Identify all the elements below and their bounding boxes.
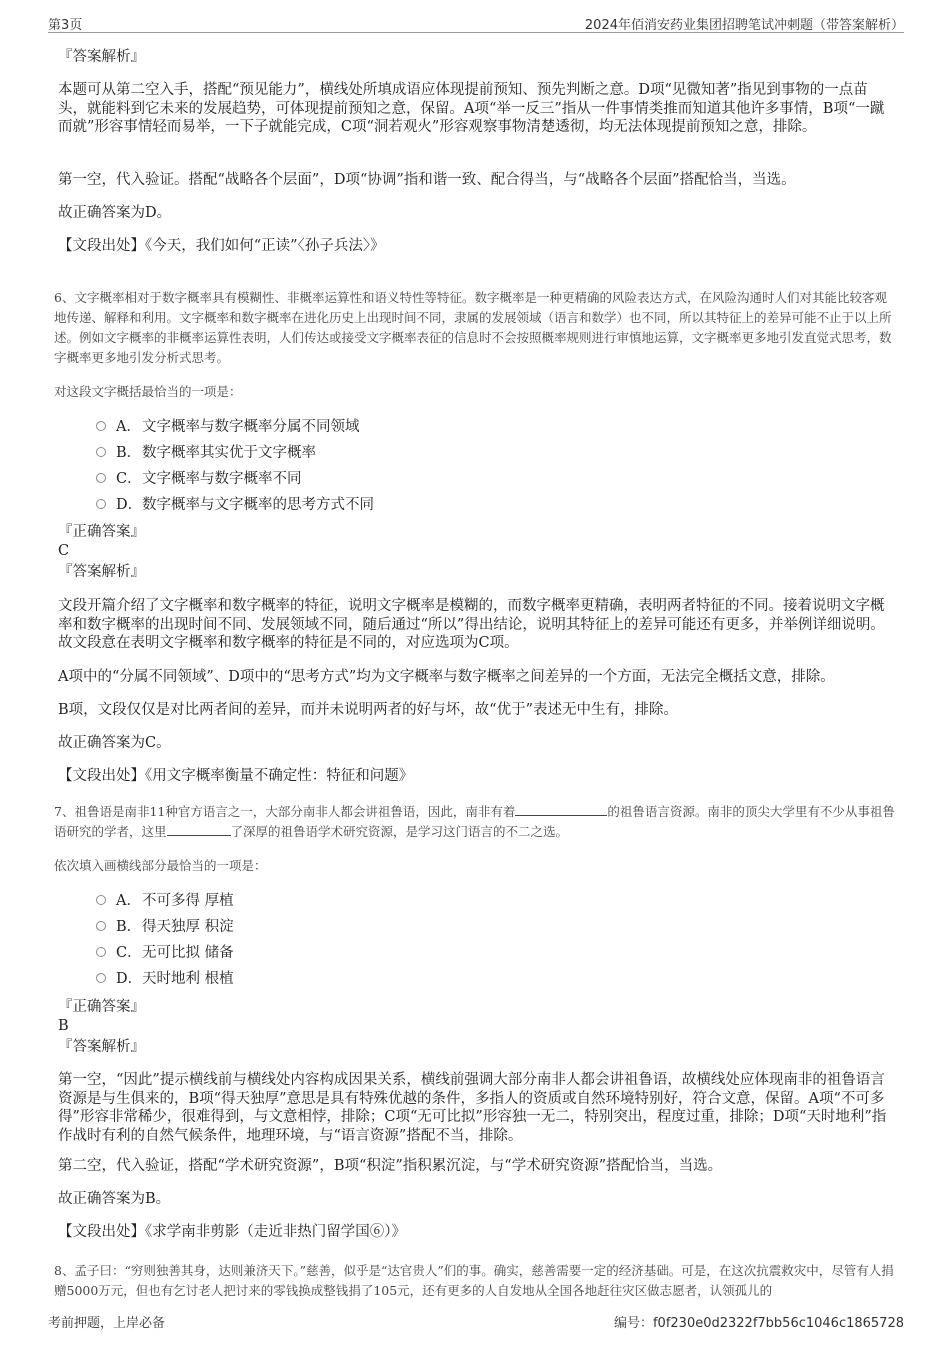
q7-option-d[interactable]: D．天时地利 根植 [96,970,234,988]
document-id: 编号：f0f230e0d2322f7bb56c1046c1865728 [613,1316,904,1331]
q6-analysis-paragraph: 文段开篇介绍了文字概率和数字概率的特征，说明文字概率是模糊的，而数字概率更精确，表明两者特征的不同。接着说明文字概率和数字概率的出现时间不同、发展领域不同，随后通过“所以”得出结论，说明其特征上的差异可能还有更多，并举例详细说明。故文段意在表明文字概率和数字概率的特征是不同的，对应选项为C项。 [58,598,885,651]
q6-conclusion: 故正确答案为C。 [58,735,171,751]
q6-option-c[interactable]: C．文字概率与数字概率不同 [96,470,302,488]
q6-prompt: 对这段文字概括最恰当的一项是： [54,384,242,399]
radio-icon[interactable] [96,947,106,957]
q7-blank-2 [167,823,231,836]
radio-icon[interactable] [96,895,106,905]
q7-prompt: 依次填入画横线部分最恰当的一项是： [54,858,267,873]
q5-analysis-paragraph: 本题可从第二空入手，搭配“预见能力”，横线处所填成语应体现提前预知、预先判断之意。D项“见微知著”指见到事物的一点苗头，就能料到它未来的发展趋势，可体现提前预知之意，保留。A项“举一反三”指从一件事情类推而知道其他许多事情，B项“一蹴而就”形容事情轻而易举，一下子就能完成，C项“洞若观火”形容观察事物清楚透彻，均无法体现提前预知之意，排除。 [58,82,885,135]
radio-icon[interactable] [96,447,106,457]
radio-icon[interactable] [96,473,106,483]
radio-icon[interactable] [96,421,106,431]
q7-analysis-paragraph: 第一空，“因此”提示横线前与横线处内容构成因果关系，横线前强调大部分南非人都会讲祖鲁语，故横线处应体现南非的祖鲁语言资源是与生俱来的，B项“得天独厚”意思是具有特殊优越的条件，多指人的资质或自然环境特别好，符合文意，保留。A项“不可多得”形容非常稀少，很难得到，与文意相悖，排除；C项“无可比拟”形容独一无二，特别突出，程度过重，排除；D项“天时地利”指作战时有利的自然气候条件，地理环境，与“语言资源”搭配不当，排除。 [58,1072,887,1144]
q7-option-c[interactable]: C．无可比拟 储备 [96,944,234,962]
document-title: 2024年佰消安药业集团招聘笔试冲刺题（带答案解析） [584,18,904,33]
q6-option-b[interactable]: B．数字概率其实优于文字概率 [96,444,316,462]
q5-conclusion: 故正确答案为D。 [58,205,172,221]
q6-option-a[interactable]: A．文字概率与数字概率分属不同领域 [96,418,360,436]
q7-analysis-paragraph: 第二空，代入验证，搭配“学术研究资源”，B项“积淀”指积累沉淀，与“学术研究资源”搭配恰当，当选。 [58,1158,723,1174]
q7-conclusion: 故正确答案为B。 [58,1191,171,1207]
q6-answer-label: 『正确答案』 [58,524,145,540]
q6-answer: C [58,543,70,559]
q6-analysis-label: 『答案解析』 [58,564,145,580]
q5-source: 【文段出处】《今天，我们如何“正读”〈孙子兵法〉》 [58,238,385,254]
page-header [48,14,904,33]
q7-answer: B [58,1018,69,1034]
q7-stem: 7、祖鲁语是南非11种官方语言之一，大部分南非人都会讲祖鲁语，因此，南非有着 的祖鲁语言资源。南非的顶尖大学里有不少从事祖鲁语研究的学者，这里 了深厚的祖鲁语学术研究资源，是学习这门语言的不二之选。 [54,804,895,839]
q5-analysis-label: 『答案解析』 [58,49,145,65]
q7-source: 【文段出处】《求学南非剪影（走近非热门留学国⑥）》 [58,1224,406,1240]
q6-source: 【文段出处】《用文字概率衡量不确定性：特征和问题》 [58,768,414,784]
q5-analysis-paragraph: 第一空，代入验证。搭配“战略各个层面”，D项“协调”指和谐一致、配合得当，与“战略各个层面”搭配恰当，当选。 [58,172,796,188]
footer-slogan: 考前押题，上岸必备 [48,1316,166,1331]
page-footer [48,1312,904,1332]
q7-blank-1 [515,803,607,816]
q7-option-b[interactable]: B．得天独厚 积淀 [96,918,234,936]
q7-analysis-label: 『答案解析』 [58,1039,145,1055]
q7-answer-label: 『正确答案』 [58,999,145,1015]
q6-analysis-paragraph: A项中的“分属不同领域”、D项中的“思考方式”均为文字概率与数字概率之间差异的一个方面，无法完全概括文意，排除。 [58,669,835,685]
q6-option-d[interactable]: D．数字概率与文字概率的思考方式不同 [96,496,374,514]
radio-icon[interactable] [96,499,106,509]
page-number: 第3页 [48,18,83,33]
q7-option-a[interactable]: A．不可多得 厚植 [96,892,234,910]
q8-stem: 8、孟子曰：“穷则独善其身，达则兼济天下。”慈善，似乎是“达官贵人”们的事。确实，慈善需要一定的经济基础。可是，在这次抗震救灾中，尽管有人捐赠5000万元，但也有乞讨老人把讨来的零钱换成整钱捐了105元，还有更多的人自发地从全国各地赶往灾区做志愿者，认领孤儿的 [54,1263,894,1298]
q6-analysis-paragraph: B项，文段仅仅是对比两者间的差异，而并未说明两者的好与坏，故“优于”表述无中生有，排除。 [58,702,678,718]
q6-stem: 6、文字概率相对于数字概率具有模糊性、非概率运算性和语义特性等特征。数字概率是一种更精确的风险表达方式，在风险沟通时人们对其能比较客观地传递、解释和利用。文字概率和数字概率在进化历史上出现时间不同，隶属的发展领域（语言和数学）也不同，所以其特征上的差异可能不止于以上所述。例如文字概率的非概率运算性表明，人们传达或接受文字概率表征的信息时不会按照概率规则进行审慎地运算，文字概率更多地引发直觉式思考，数字概率更多地引发分析式思考。 [54,290,892,365]
radio-icon[interactable] [96,973,106,983]
radio-icon[interactable] [96,921,106,931]
